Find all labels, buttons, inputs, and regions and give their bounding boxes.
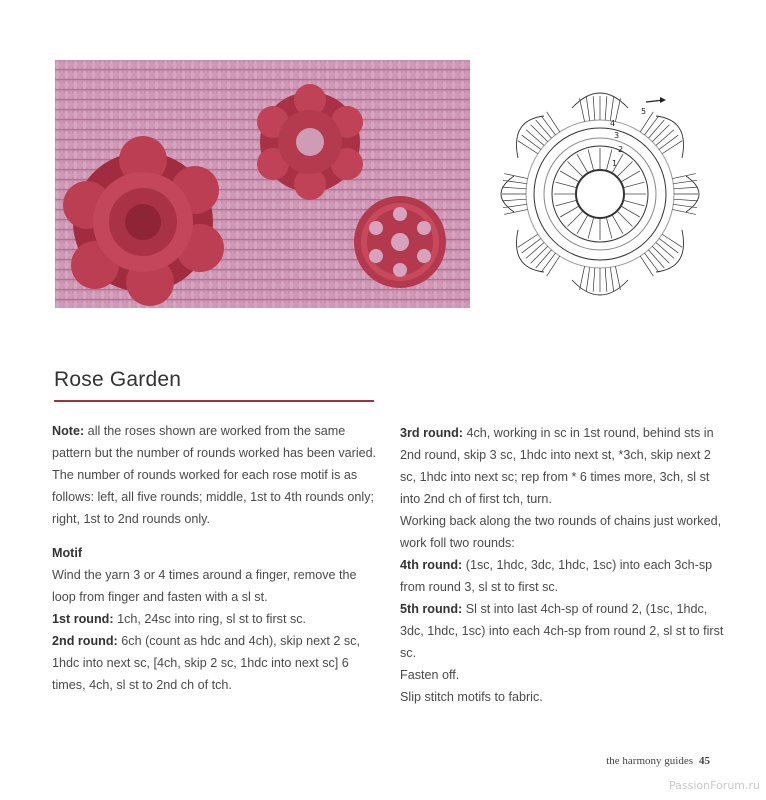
- round-4-label: 4th round:: [400, 558, 463, 572]
- round-4: [400, 554, 730, 598]
- slip-stitch-text: Slip stitch motifs to fabric.: [400, 690, 543, 704]
- fasten-off-text: Fasten off.: [400, 668, 460, 682]
- round-3: [400, 422, 730, 510]
- page-number: 45: [699, 755, 710, 767]
- arrowhead-icon: [660, 97, 666, 103]
- left-column: [52, 420, 382, 696]
- diagram-label-5: 5: [641, 107, 647, 116]
- round-2-label: 2nd round:: [52, 634, 118, 648]
- working-back-text: Working back along the two rounds of chains just worked, work foll two rounds:: [400, 514, 722, 550]
- watermark: PassionForum.ru: [669, 779, 760, 792]
- guide-name: the harmony guides: [606, 755, 693, 767]
- rose-fabric-image: [55, 60, 470, 308]
- diagram-label-2: 2: [618, 145, 624, 154]
- note-text: all the roses shown are worked from the same pattern but the number of rounds worked has been varied. The number of rounds worked for each rose motif is as follows: left, all five rounds; middle, 1st to 4th rounds only; right, 1st to 2nd rounds only.: [52, 424, 377, 526]
- motif-intro: Wind the yarn 3 or 4 times around a finger, remove the loop from finger and fasten with a sl st.: [52, 568, 357, 604]
- page-footer: [606, 755, 710, 767]
- diagram-label-3: 3: [614, 131, 620, 140]
- crochet-photo: [55, 60, 470, 308]
- note-label: Note:: [52, 424, 85, 438]
- title-rule: [54, 400, 374, 402]
- round-1-label: 1st round:: [52, 612, 114, 626]
- small-rose: [354, 196, 446, 288]
- stitch-symbol-chart: [486, 80, 714, 308]
- round-2: [52, 630, 382, 696]
- round-5-text: Sl st into last 4ch-sp of round 2, (1sc, 1hdc, 3dc, 1hdc, 1sc) into each 4ch-sp from round 2, sl st to first sc.: [400, 602, 724, 660]
- motif-heading: Motif: [52, 546, 83, 560]
- diagram-label-4: 4: [610, 119, 616, 128]
- right-column: [400, 422, 730, 708]
- round-1-text: 1ch, 24sc into ring, sl st to first sc.: [113, 612, 307, 626]
- round-3-text: 4ch, working in sc in 1st round, behind sts in 2nd round, skip 3 sc, 1hdc into next st, *3ch, skip next 2 sc, 1hdc into next sc; rep from * 6 times more, 3ch, sl st into 2nd ch of first tch, turn.: [400, 426, 714, 506]
- round-5-label: 5th round:: [400, 602, 463, 616]
- page-title: Rose Garden: [54, 368, 182, 391]
- round-5: [400, 598, 730, 664]
- round-4-text: (1sc, 1hdc, 3dc, 1hdc, 1sc) into each 3ch-sp from round 3, sl st to first sc.: [400, 558, 713, 594]
- round-1: [52, 608, 382, 630]
- diagram-label-1: 1: [612, 159, 618, 168]
- round-2-text: 6ch (count as hdc and 4ch), skip next 2 sc, 1hdc into next sc, [4ch, skip 2 sc, 1hdc into next sc] 6 times, 4ch, sl st to 2nd ch of tch.: [52, 634, 360, 692]
- note-paragraph: [52, 420, 382, 530]
- crochet-chart-diagram: [486, 80, 714, 308]
- round-3-label: 3rd round:: [400, 426, 463, 440]
